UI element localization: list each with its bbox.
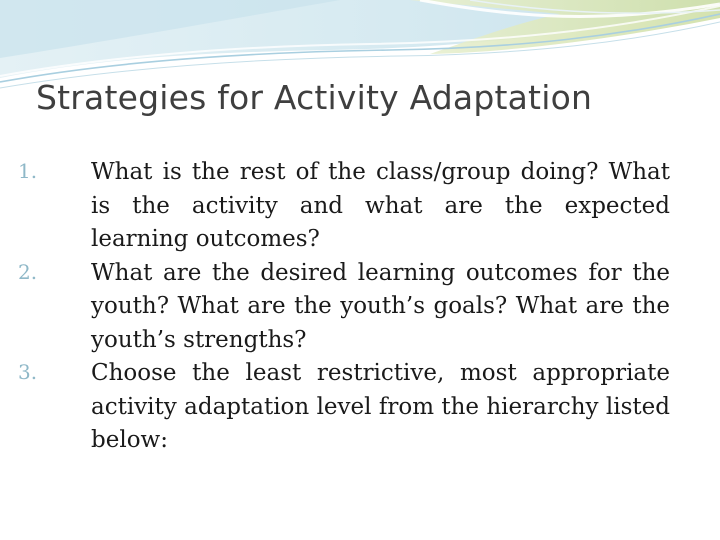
list-item-text: What are the desired learning outcomes for the youth? What are the youth’s goals? What are the youth’s strengths?: [91, 259, 670, 353]
list-item-text: What is the rest of the class/group doing? What is the activity and what are the expected learning outcomes?: [91, 159, 670, 252]
list-item-number: 3.: [18, 360, 38, 384]
list-item: [18, 357, 670, 458]
list-item-number: 2.: [18, 259, 38, 284]
slide-title: Strategies for Activity Adaptation: [36, 78, 593, 117]
list-item-text: Choose the least restrictive, most appropriate activity adaptation level from the hierarchy listed below:: [91, 360, 670, 453]
list-item-number: 1.: [18, 159, 38, 183]
list-item: [18, 257, 670, 358]
numbered-list: [18, 156, 670, 458]
list-item: [18, 156, 670, 257]
